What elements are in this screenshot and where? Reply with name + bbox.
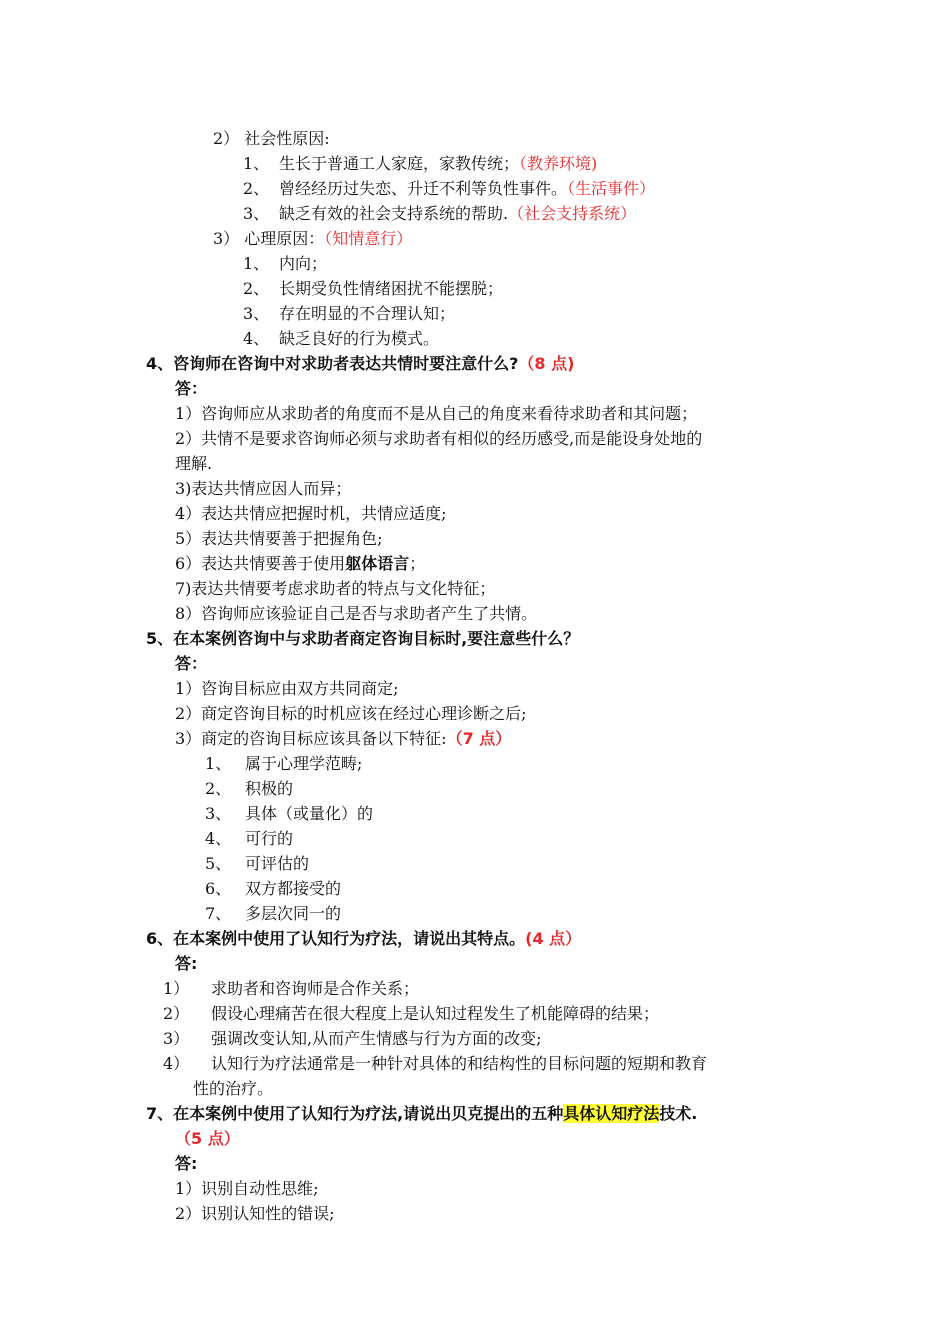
list-item: 3、 缺乏有效的社会支持系统的帮助.（社会支持系统）	[243, 204, 637, 223]
answer-line: 5）表达共情要善于把握角色;	[175, 529, 383, 548]
list-item: 2） 假设心理痛苦在很大程度上是认知过程发生了机能障碍的结果；	[163, 1004, 660, 1023]
points-label: (4 点）	[525, 929, 582, 948]
points-label: （7 点）	[446, 729, 512, 748]
answer-line: 3)表达共情应因人而异；	[175, 479, 352, 498]
list-item: 1、 生长于普通工人家庭，家教传统；（教养环境)	[243, 154, 598, 173]
answer-line: 1）咨询目标应由双方共同商定;	[175, 679, 399, 698]
tag-label: （社会支持系统）	[508, 204, 637, 223]
highlighted-term: 具体认知疗法	[563, 1104, 660, 1123]
answer-label: 答:	[175, 954, 198, 973]
list-item: 5、 可评估的	[205, 854, 310, 873]
list-item: 1、 属于心理学范畴;	[205, 754, 363, 773]
list-item: 2、 长期受负性情绪困扰不能摆脱；	[243, 279, 504, 298]
list-item: 7、 多层次同一的	[205, 904, 342, 923]
list-item: 2、 曾经经历过失恋、升迁不利等负性事件。（生活事件）	[243, 179, 656, 198]
tag-label: （知情意行）	[324, 229, 413, 248]
answer-label: 答：	[175, 654, 208, 673]
tag-label: （生活事件）	[567, 179, 656, 198]
answer-line: 3）商定的咨询目标应该具备以下特征:（7 点）	[175, 729, 512, 748]
list-item: 6、 双方都接受的	[205, 879, 342, 898]
answer-line: 6）表达共情要善于使用躯体语言；	[175, 554, 426, 573]
list-item: 4） 认知行为疗法通常是一种针对具体的和结构性的目标问题的短期和教育	[163, 1054, 708, 1073]
answer-line: 1）识别自动性思维;	[175, 1179, 319, 1198]
answer-label: 答：	[175, 379, 208, 398]
list-item: 4、 缺乏良好的行为模式。	[243, 329, 440, 348]
psych-causes-heading: 3） 心理原因：（知情意行）	[213, 229, 413, 248]
bold-term: 躯体语言	[345, 554, 410, 573]
answer-line: 8）咨询师应该验证自己是否与求助者产生了共情。	[175, 604, 538, 623]
points-label: （5 点）	[175, 1129, 240, 1148]
list-item: 4、 可行的	[205, 829, 294, 848]
answer-line: 2）共情不是要求咨询师必须与求助者有相似的经历感受,而是能设身处地的	[175, 429, 703, 448]
tag-label: （教养环境)	[519, 154, 598, 173]
list-item: 3） 强调改变认知,从而产生情感与行为方面的改变;	[163, 1029, 542, 1048]
list-item: 2、 积极的	[205, 779, 294, 798]
answer-line: 2）商定咨询目标的时机应该在经过心理诊断之后;	[175, 704, 527, 723]
question-4-title: 4、咨询师在咨询中对求助者表达共情时要注意什么?（8 点)	[146, 354, 575, 373]
answer-line: 4）表达共情应把握时机，共情应适度;	[175, 504, 447, 523]
question-7-title: 7、在本案例中使用了认知行为疗法,请说出贝克提出的五种具体认知疗法技术.	[146, 1104, 698, 1123]
list-item: 3、 存在明显的不合理认知；	[243, 304, 456, 323]
social-causes-heading: 2） 社会性原因:	[213, 129, 330, 148]
list-item: 3、 具体（或量化）的	[205, 804, 374, 823]
points-label: （8 点)	[518, 354, 575, 373]
list-item: 1、 内向；	[243, 254, 328, 273]
question-6-title: 6、在本案例中使用了认知行为疗法，请说出其特点。(4 点）	[146, 929, 582, 948]
answer-line: 7)表达共情要考虑求助者的特点与文化特征；	[175, 579, 496, 598]
list-item-continuation: 性的治疗。	[193, 1079, 274, 1098]
answer-line: 理解.	[175, 454, 213, 473]
question-5-title: 5、在本案例咨询中与求助者商定咨询目标时,要注意些什么？	[146, 629, 580, 648]
list-item: 1） 求助者和咨询师是合作关系；	[163, 979, 420, 998]
answer-label: 答:	[175, 1154, 198, 1173]
answer-line: 1）咨询师应从求助者的角度而不是从自己的角度来看待求助者和其问题；	[175, 404, 698, 423]
answer-line: 2）识别认知性的错误;	[175, 1204, 335, 1223]
